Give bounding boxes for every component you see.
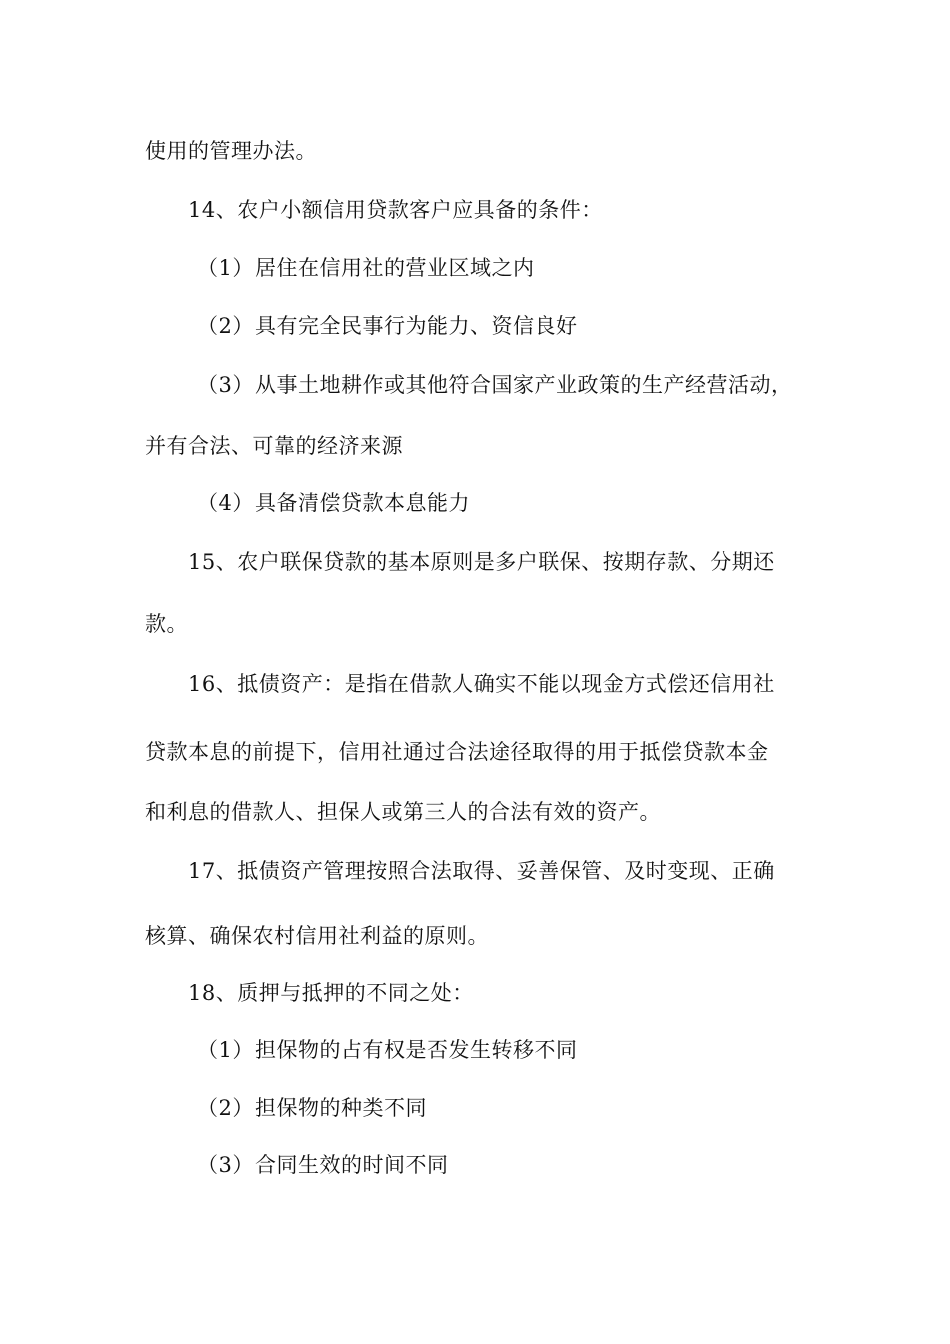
item-15-text: 15、农户联保贷款的基本原则是多户联保、按期存款、分期还 [188,550,775,574]
sub-item-number: （4） [197,491,254,515]
sub-item-text: 具备清偿贷款本息能力 [255,491,470,515]
sub-item-1 [197,1036,578,1064]
item-18-heading: 18、质押与抵押的不同之处： [188,981,474,1005]
sub-item-text: 担保物的种类不同 [255,1096,427,1120]
sub-item-text: 从事土地耕作或其他符合国家产业政策的生产经营活动， [255,373,793,397]
text-line: 核算、确保农村信用社利益的原则。 [145,924,489,948]
sub-item-text: 合同生效的时间不同 [255,1153,449,1177]
sub-item-number: （1） [197,256,254,280]
sub-item-text: 担保物的占有权是否发生转移不同 [255,1038,578,1062]
item-16-text: 16、抵债资产：是指在借款人确实不能以现金方式偿还信用社 [188,672,775,696]
item-14-heading: 14、农户小额信用贷款客户应具备的条件： [188,198,603,222]
text-line: 贷款本息的前提下，信用社通过合法途径取得的用于抵偿贷款本金 [145,740,769,764]
item-17-text: 17、抵债资产管理按照合法取得、妥善保管、及时变现、正确 [188,859,775,883]
sub-item-3 [197,371,793,399]
text-line: 使用的管理办法。 [145,139,317,163]
sub-item-number: （3） [197,373,254,397]
sub-item-2 [197,1094,427,1122]
sub-item-number: （3） [197,1153,254,1177]
sub-item-number: （2） [197,1096,254,1120]
sub-item-3 [197,1151,449,1179]
sub-item-4 [197,489,470,517]
text-line: 和利息的借款人、担保人或第三人的合法有效的资产。 [145,800,661,824]
text-line: 并有合法、可靠的经济来源 [145,434,403,458]
sub-item-1 [197,254,535,282]
sub-item-2 [197,312,578,340]
sub-item-number: （1） [197,1038,254,1062]
sub-item-text: 具有完全民事行为能力、资信良好 [255,314,578,338]
sub-item-number: （2） [197,314,254,338]
sub-item-text: 居住在信用社的营业区域之内 [255,256,535,280]
text-line: 款。 [145,612,188,636]
